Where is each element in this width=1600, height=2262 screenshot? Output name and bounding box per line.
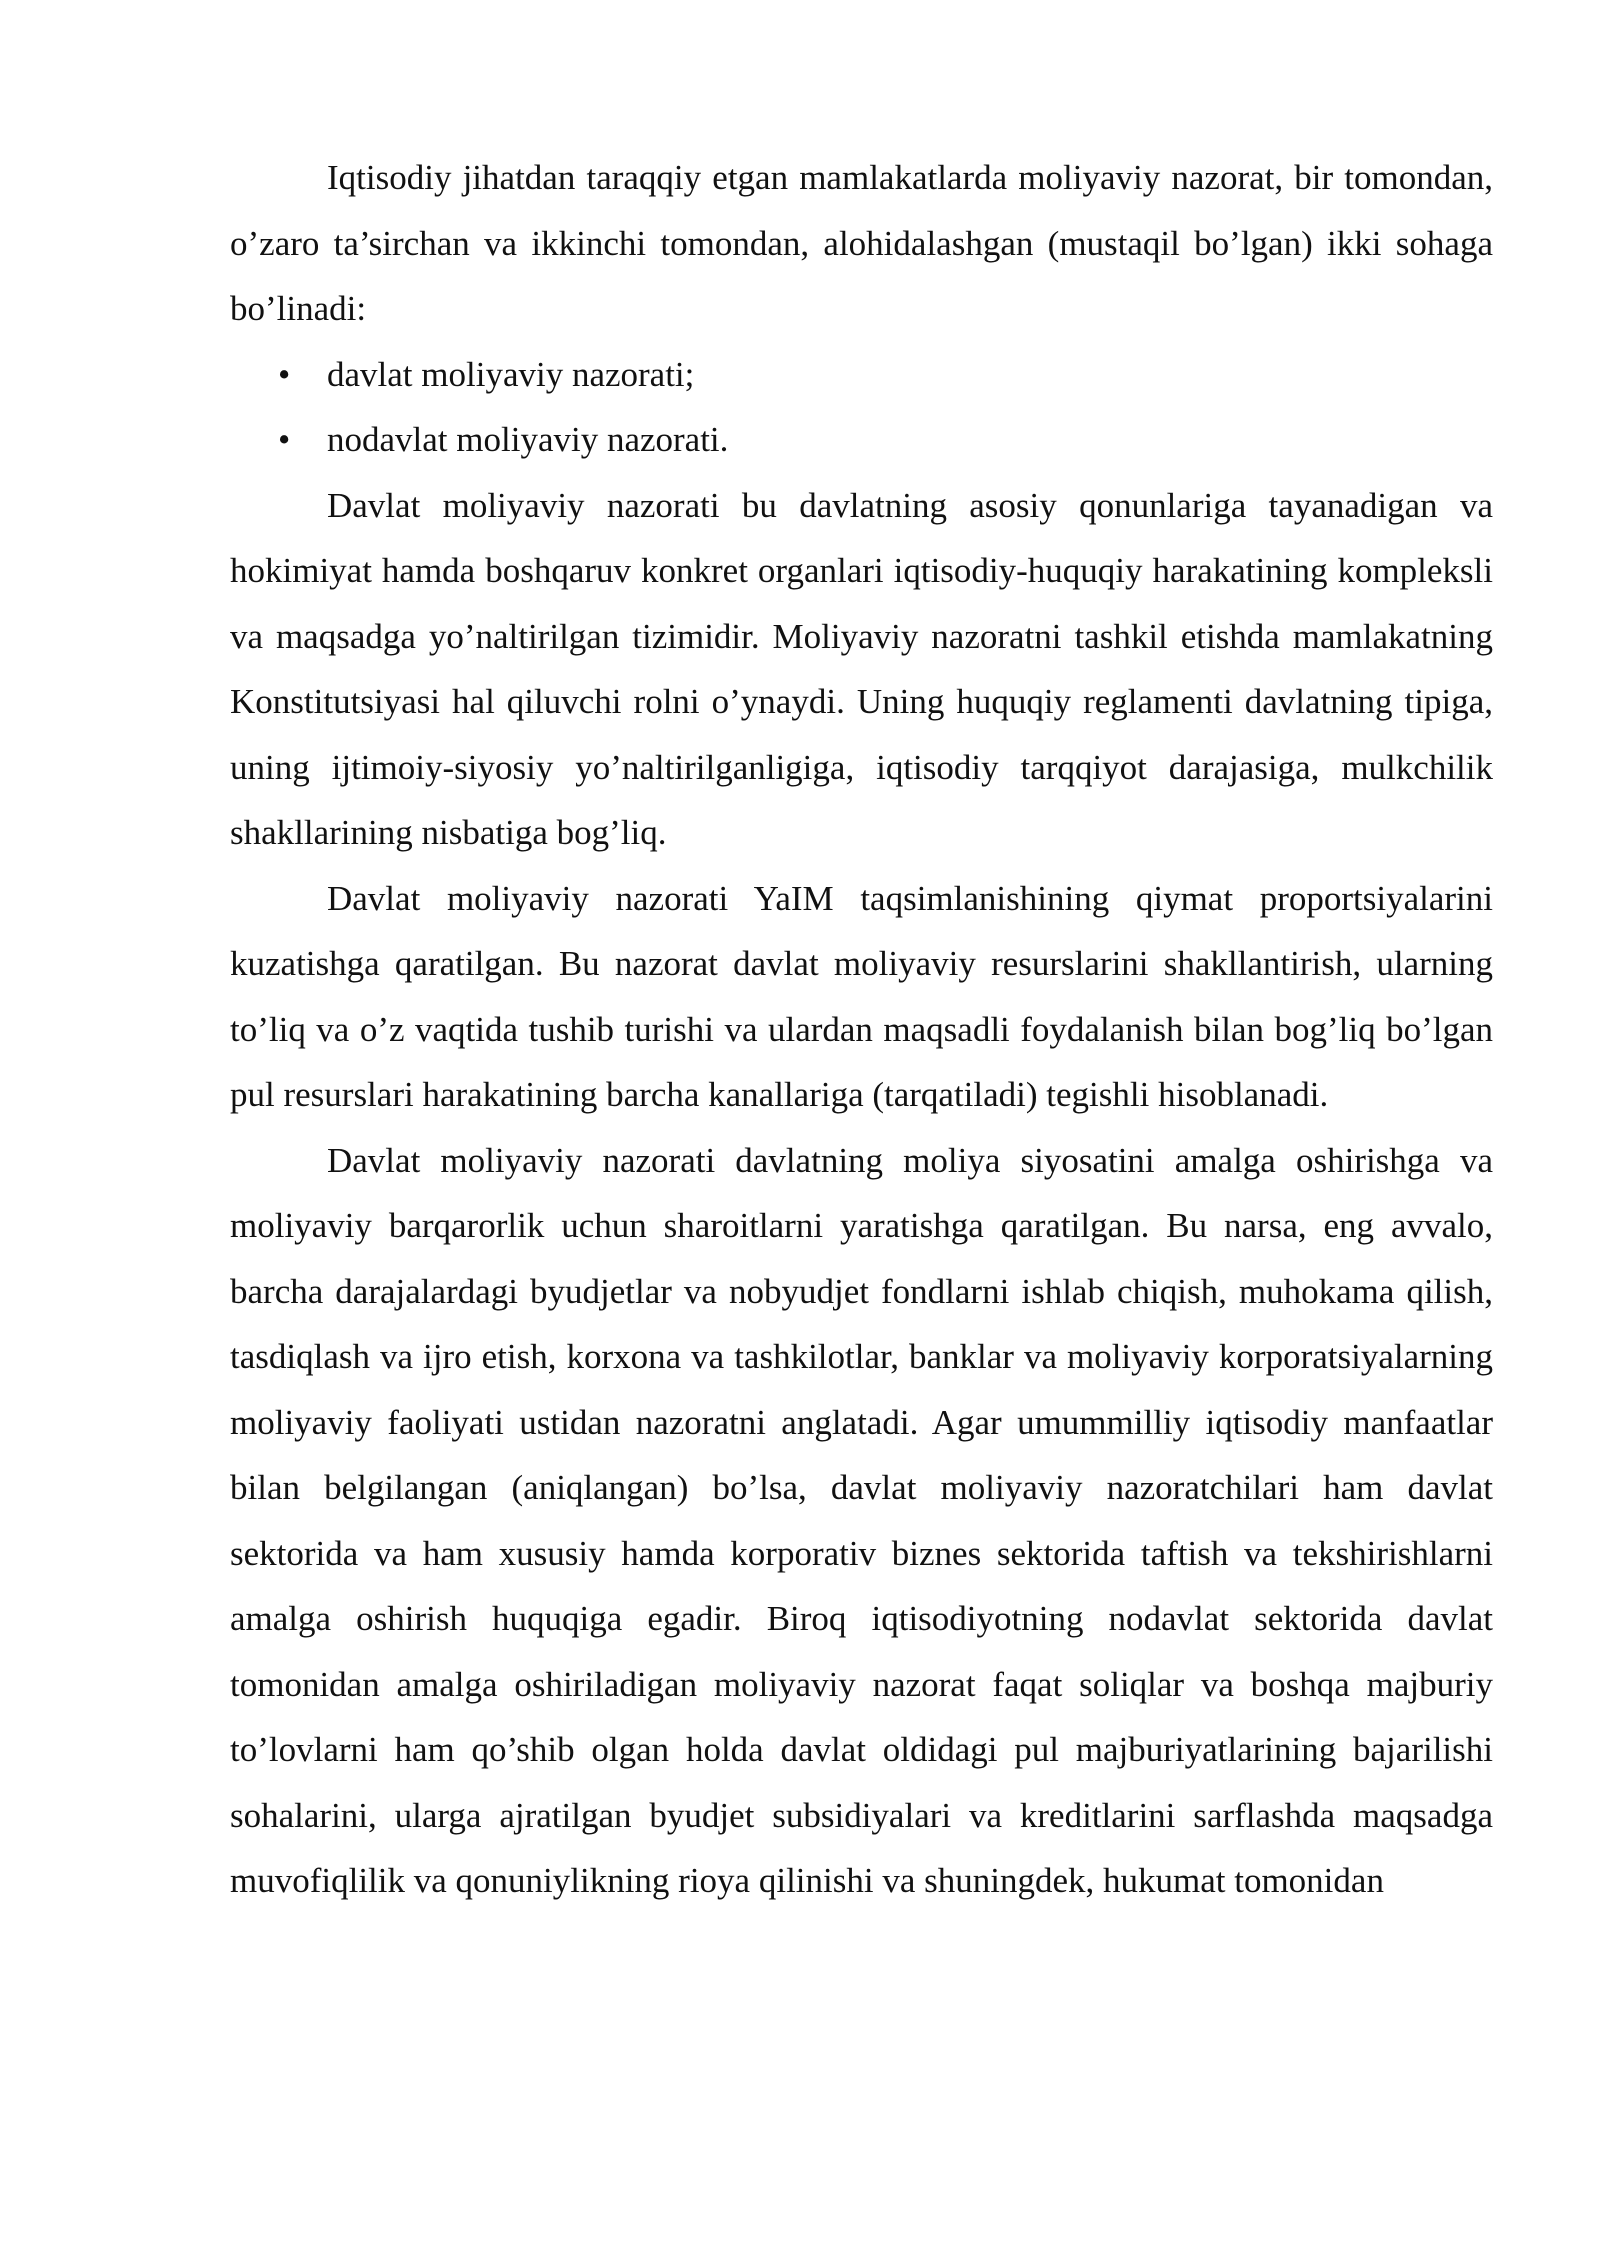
paragraph-gdp-distribution: Davlat moliyaviy nazorati YaIM taqsimlanishining qiymat proportsiyalarini kuzatishga qaratilgan. Bu nazorat davlat moliyaviy resurslarini shakllantirish, ularning to’liq va o’z vaqtida tushib turishi va ulardan maqsadli foydalanish bilan bog’liq bo’lgan pul resurslari harakatining barcha kanallariga (tarqatiladi) tegishli hisoblanadi. (230, 878, 1493, 1114)
intro-paragraph: Iqtisodiy jihatdan taraqqiy etgan mamlakatlarda moliyaviy nazorat, bir tomondan, o’zaro ta’sirchan va ikkinchi tomondan, alohidalashgan (mustaqil bo’lgan) ikki sohaga bo’linadi: (230, 158, 1493, 328)
bullet-text: davlat moliyaviy nazorati; (327, 354, 695, 394)
bullet-list (230, 342, 1493, 473)
bullet-item-state-control (230, 342, 1493, 408)
bullet-text: nodavlat moliyaviy nazorati. (327, 420, 729, 459)
bullet-icon: • (278, 420, 291, 459)
bullet-icon: • (278, 354, 291, 394)
bullet-item-nonstate-control (230, 407, 1493, 473)
paragraph-financial-policy: Davlat moliyaviy nazorati davlatning moliya siyosatini amalga oshirishga va moliyaviy barqarorlik uchun sharoitlarni yaratishga qaratilgan. Bu narsa, eng avvalo, barcha darajalardagi byudjetlar va nobyudjet fondlarni ishlab chiqish, muhokama qilish, tasdiqlash va ijro etish, korxona va tashkilotlar, banklar va moliyaviy korporatsiyalarning moliyaviy faoliyati ustidan nazoratni anglatadi. Agar umummilliy iqtisodiy manfaatlar bilan belgilangan (aniqlangan) bo’lsa, davlat moliyaviy nazoratchilari ham davlat sektorida va ham xususiy hamda korporativ biznes sektorida taftish va tekshirishlarni amalga oshirish huquqiga egadir. Biroq iqtisodiyotning nodavlat sektorida davlat tomonidan amalga oshiriladigan moliyaviy nazorat faqat soliqlar va boshqa majburiy to’lovlarni ham qo’shib olgan holda davlat oldidagi pul majburiyatlarining bajarilishi sohalarini, ularga ajratilgan byudjet subsidiyalari va kreditlarini sarflashda maqsadga muvofiqlilik va qonuniylikning rioya qilinishi va shuningdek, hukumat tomonidan (230, 1140, 1493, 1900)
document-page (230, 145, 1493, 1914)
paragraph-state-control-definition: Davlat moliyaviy nazorati bu davlatning asosiy qonunlariga tayanadigan va hokimiyat hamda boshqaruv konkret organlari iqtisodiy-huquqiy harakatining kompleksli va maqsadga yo’naltirilgan tizimidir. Moliyaviy nazoratni tashkil etishda mamlakatning Konstitutsiyasi hal qiluvchi rolni o’ynaydi. Uning huquqiy reglamenti davlatning tipiga, uning ijtimoiy-siyosiy yo’naltirilganligiga, iqtisodiy tarqqiyot darajasiga, mulkchilik shakllarining nisbatiga bog’liq. (230, 485, 1493, 852)
